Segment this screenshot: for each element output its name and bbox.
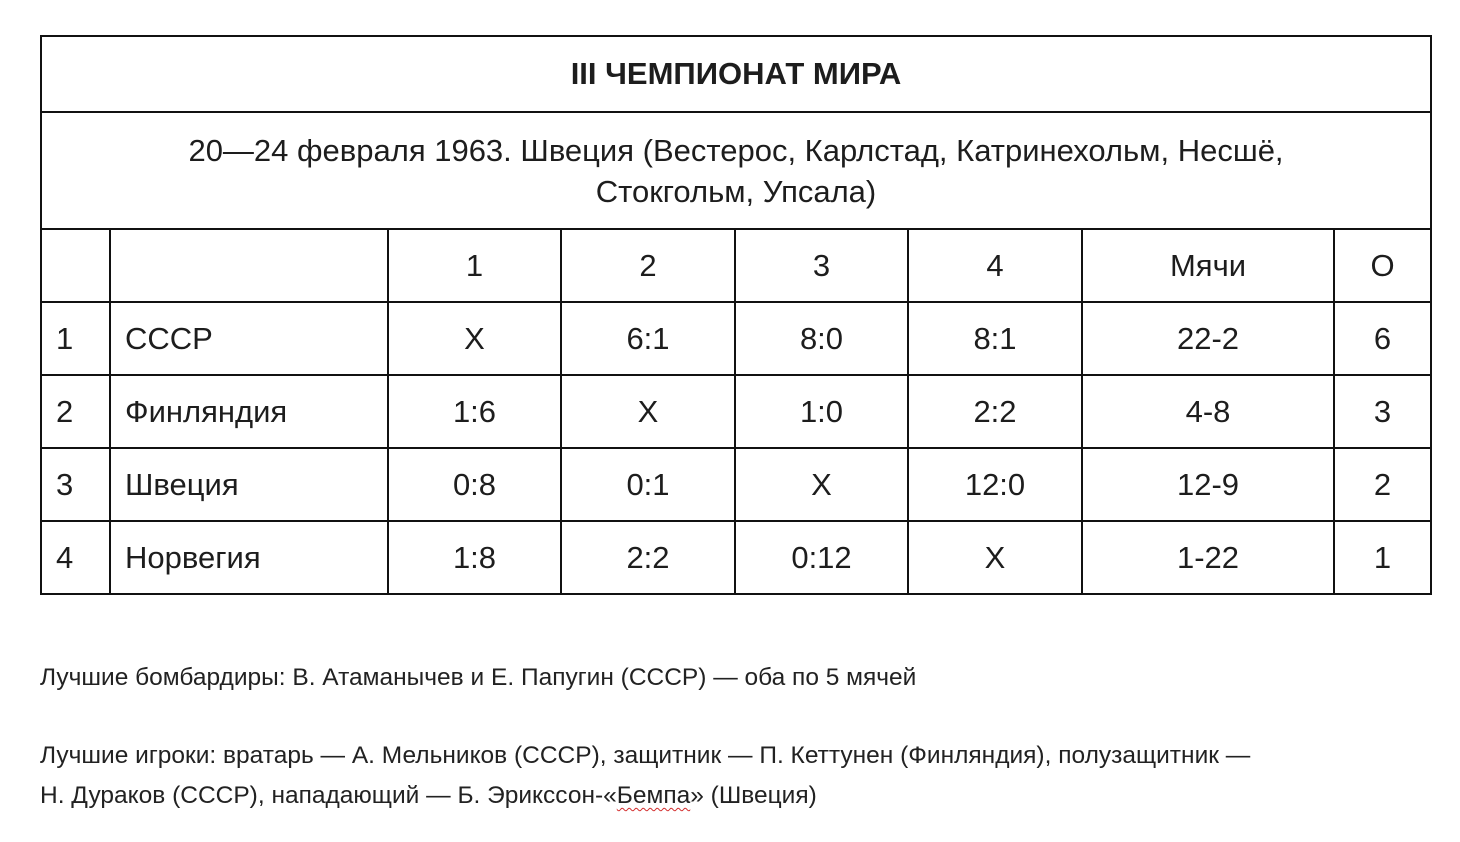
table-row — [41, 302, 1431, 375]
table-title: III ЧЕМПИОНАТ МИРА — [41, 36, 1431, 112]
best-players-line2-start: Н. Дураков (СССР), нападающий — Б. Эрикссон-« — [40, 782, 617, 809]
result-cell: 0:8 — [388, 448, 561, 521]
goals-cell: 1-22 — [1082, 521, 1334, 594]
goals-cell: 12-9 — [1082, 448, 1334, 521]
goals-cell: 22-2 — [1082, 302, 1334, 375]
header-team — [110, 229, 388, 302]
header-col-2: 2 — [561, 229, 735, 302]
points-cell: 2 — [1334, 448, 1431, 521]
header-col-1: 1 — [388, 229, 561, 302]
header-points: О — [1334, 229, 1431, 302]
place-cell: 3 — [41, 448, 110, 521]
result-cell: X — [735, 448, 908, 521]
team-cell: Финляндия — [110, 375, 388, 448]
table-row — [41, 521, 1431, 594]
tournament-info-line1: 20—24 февраля 1963. Швеция (Вестерос, Карлстад, Катринехольм, Несшё, — [188, 132, 1284, 168]
result-cell: 2:2 — [908, 375, 1082, 448]
tournament-info — [41, 112, 1431, 229]
result-cell: 2:2 — [561, 521, 735, 594]
result-cell: 1:6 — [388, 375, 561, 448]
table-row — [41, 448, 1431, 521]
table-row — [41, 375, 1431, 448]
goals-cell: 4-8 — [1082, 375, 1334, 448]
best-players-line2-end: » (Швеция) — [690, 782, 817, 809]
result-cell: 12:0 — [908, 448, 1082, 521]
result-cell: 6:1 — [561, 302, 735, 375]
result-cell: X — [561, 375, 735, 448]
place-cell: 4 — [41, 521, 110, 594]
header-row — [41, 229, 1431, 302]
header-goals: Мячи — [1082, 229, 1334, 302]
result-cell: X — [908, 521, 1082, 594]
top-scorers-note: Лучшие бомбардиры: В. Атаманычев и Е. Папугин (СССР) — оба по 5 мячей — [40, 664, 917, 691]
header-col-3: 3 — [735, 229, 908, 302]
best-players-note — [40, 736, 1435, 816]
result-cell: 0:1 — [561, 448, 735, 521]
header-place — [41, 229, 110, 302]
header-col-4: 4 — [908, 229, 1082, 302]
result-cell: 8:1 — [908, 302, 1082, 375]
team-cell: СССР — [110, 302, 388, 375]
spellcheck-word[interactable]: Бемпа — [616, 782, 691, 809]
best-players-line1: Лучшие игроки: вратарь — А. Мельников (СССР), защитник — П. Кеттунен (Финляндия), полузащитник — — [40, 742, 1251, 769]
result-cell: 1:8 — [388, 521, 561, 594]
points-cell: 3 — [1334, 375, 1431, 448]
team-cell: Швеция — [110, 448, 388, 521]
result-cell: X — [388, 302, 561, 375]
place-cell: 2 — [41, 375, 110, 448]
points-cell: 1 — [1334, 521, 1431, 594]
team-cell: Норвегия — [110, 521, 388, 594]
standings-table — [40, 35, 1432, 595]
result-cell: 1:0 — [735, 375, 908, 448]
tournament-info-line2: Стокгольм, Упсала) — [595, 173, 877, 209]
place-cell: 1 — [41, 302, 110, 375]
result-cell: 0:12 — [735, 521, 908, 594]
result-cell: 8:0 — [735, 302, 908, 375]
points-cell: 6 — [1334, 302, 1431, 375]
